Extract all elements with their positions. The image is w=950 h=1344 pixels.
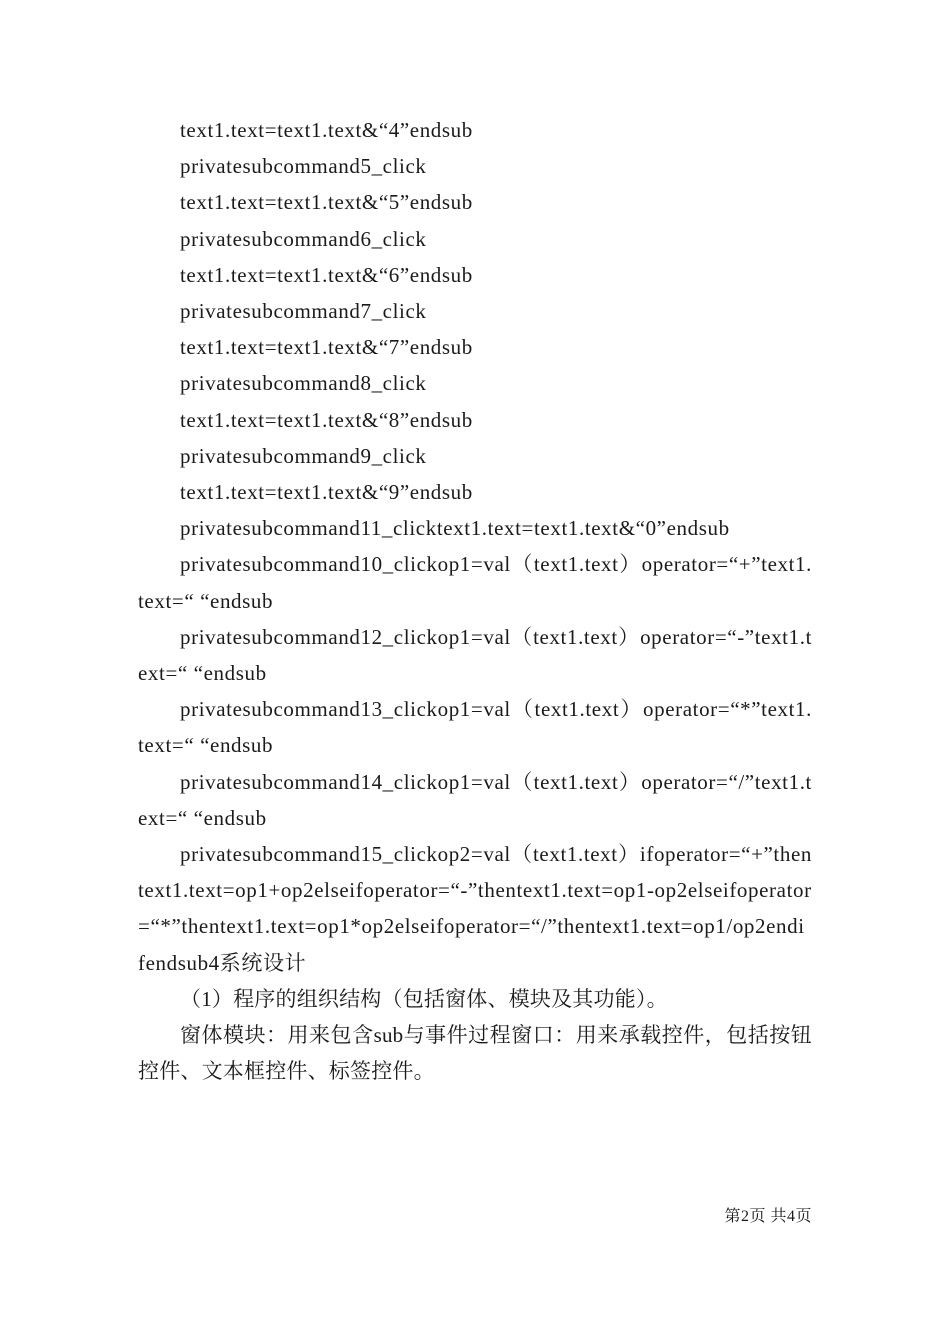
- paragraph: privatesubcommand12_clickop1=val（text1.text）operator=“-”text1.text=“ “endsub: [138, 624, 812, 686]
- document-body: [138, 112, 812, 1089]
- paragraph: privatesubcommand14_clickop1=val（text1.text）operator=“/”text1.text=“ “endsub: [138, 769, 812, 830]
- paragraph: （1）程序的组织结构（包括窗体、模块及其功能）。: [180, 986, 668, 1011]
- code-line: text1.text=text1.text&“4”endsub: [180, 118, 473, 142]
- code-line: privatesubcommand7_click: [180, 299, 427, 324]
- code-line: text1.text=text1.text&“8”endsub: [180, 407, 473, 432]
- code-line: privatesubcommand8_click: [180, 371, 427, 396]
- paragraph: privatesubcommand11_clicktext1.text=text1.text&“0”endsub: [180, 516, 730, 541]
- code-line: privatesubcommand6_click: [180, 226, 427, 251]
- page-footer: 第2页 共4页: [724, 1208, 812, 1225]
- code-line: text1.text=text1.text&“5”endsub: [180, 190, 473, 215]
- code-line: text1.text=text1.text&“9”endsub: [180, 480, 473, 505]
- paragraph: 窗体模块：用来包含sub与事件过程窗口：用来承载控件，包括按钮控件、文本框控件、标签控件。: [138, 1023, 812, 1084]
- code-line: text1.text=text1.text&“6”endsub: [180, 262, 473, 287]
- paragraph: privatesubcommand10_clickop1=val（text1.text）operator=“+”text1.text=“ “endsub: [138, 552, 812, 613]
- code-line: text1.text=text1.text&“7”endsub: [180, 335, 473, 360]
- code-line: privatesubcommand9_click: [180, 443, 427, 468]
- paragraph: privatesubcommand13_clickop1=val（text1.text）operator=“*”text1.text=“ “endsub: [138, 697, 812, 758]
- paragraph: privatesubcommand15_clickop2=val（text1.text）ifoperator=“+”thentext1.text=op1+op2elseifoperator=“-”thentext1.text=op1-op2elseifoperator=“*”thentext1.text=op1*op2elseifoperator=“/”thentext1.text=op1/op2endifendsub4系统设计: [138, 842, 812, 975]
- code-line: privatesubcommand5_click: [180, 154, 427, 179]
